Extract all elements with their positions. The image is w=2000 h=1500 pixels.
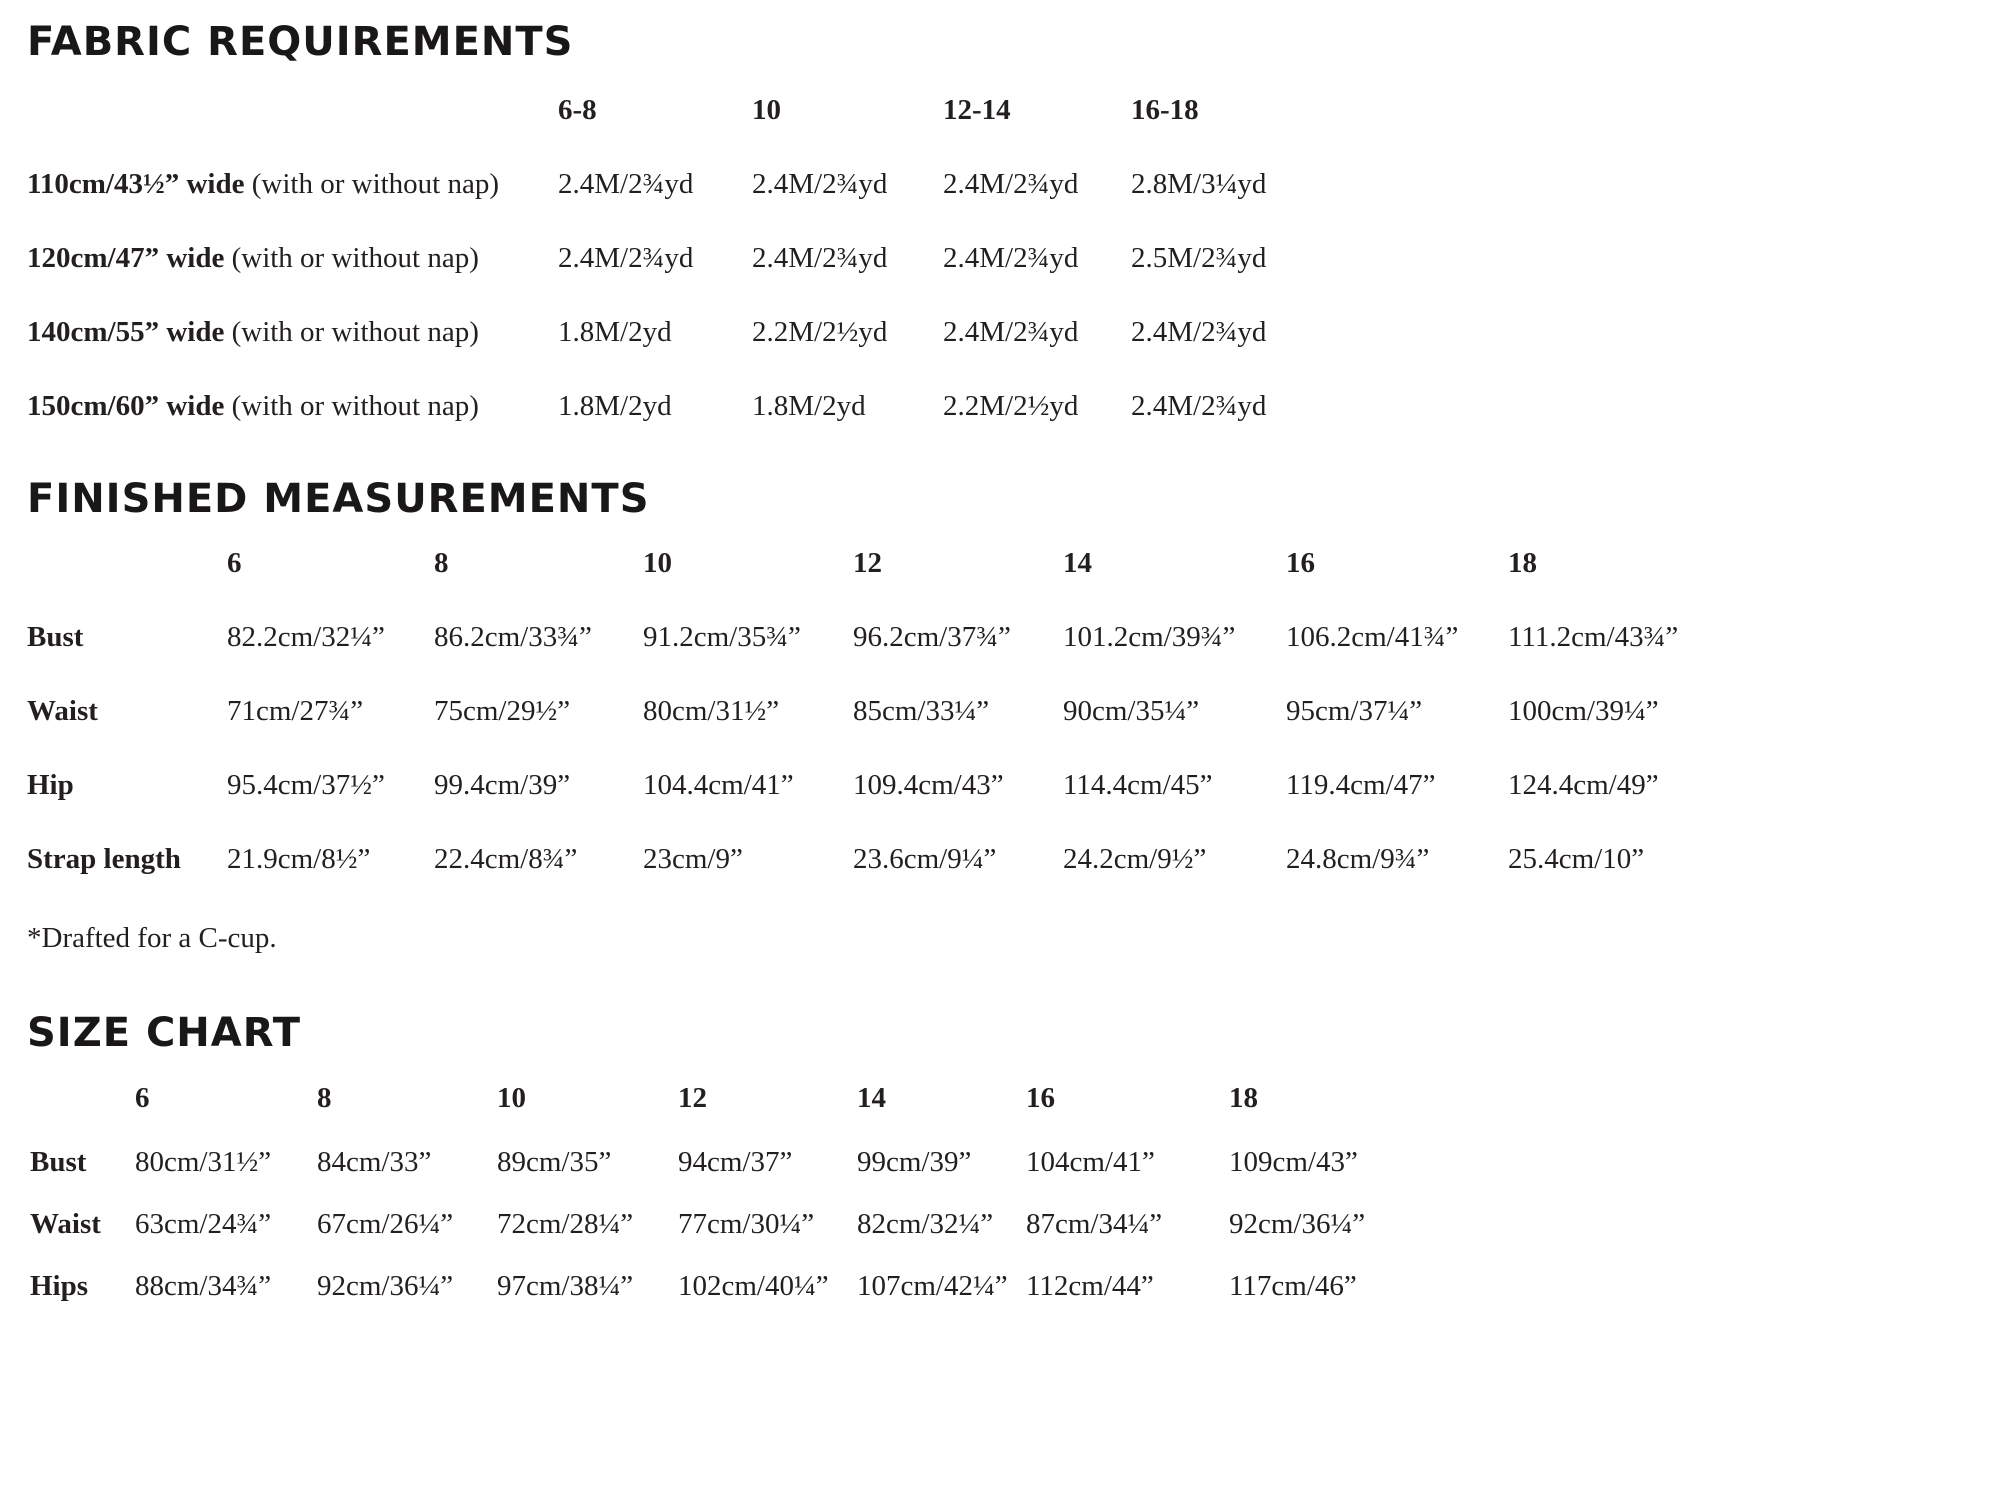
cup-size-footnote: *Drafted for a C-cup. xyxy=(27,922,277,954)
size-cell: 80cm/31½” xyxy=(135,1146,272,1178)
finished-cell: 114.4cm/45” xyxy=(1063,769,1213,801)
fabric-row-label xyxy=(27,244,479,273)
finished-cell: 95.4cm/37½” xyxy=(227,769,385,801)
fabric-row-label xyxy=(27,170,499,199)
fabric-row-label xyxy=(27,318,479,347)
finished-cell: 100cm/39¼” xyxy=(1508,695,1659,727)
size-cell: 104cm/41” xyxy=(1026,1146,1155,1178)
finished-cell: 95cm/37¼” xyxy=(1286,695,1423,727)
size-cell: 94cm/37” xyxy=(678,1146,793,1178)
fabric-cell: 2.4M/2¾yd xyxy=(943,168,1079,200)
size-cell: 63cm/24¾” xyxy=(135,1208,272,1240)
fabric-cell: 2.4M/2¾yd xyxy=(752,242,888,274)
finished-row-label: Strap length xyxy=(27,843,181,875)
finished-row-label: Hip xyxy=(27,769,74,801)
fabric-cell: 2.4M/2¾yd xyxy=(1131,316,1267,348)
finished-cell: 21.9cm/8½” xyxy=(227,843,371,875)
finished-row-label: Waist xyxy=(27,695,98,727)
fabric-nap-note: (with or without nap) xyxy=(224,316,479,348)
fabric-cell: 2.4M/2¾yd xyxy=(943,316,1079,348)
finished-col-header: 14 xyxy=(1063,547,1092,579)
finished-cell: 75cm/29½” xyxy=(434,695,571,727)
size-cell: 112cm/44” xyxy=(1026,1270,1154,1302)
size-cell: 97cm/38¼” xyxy=(497,1270,634,1302)
size-col-header: 8 xyxy=(317,1082,332,1114)
finished-col-header: 16 xyxy=(1286,547,1315,579)
finished-cell: 71cm/27¾” xyxy=(227,695,364,727)
finished-cell: 124.4cm/49” xyxy=(1508,769,1659,801)
size-chart-heading: SIZE CHART xyxy=(27,1010,302,1056)
finished-cell: 96.2cm/37¾” xyxy=(853,621,1011,653)
finished-cell: 104.4cm/41” xyxy=(643,769,794,801)
fabric-cell: 2.2M/2½yd xyxy=(943,390,1079,422)
size-row-label: Waist xyxy=(30,1208,101,1240)
size-cell: 67cm/26¼” xyxy=(317,1208,454,1240)
size-col-header: 16 xyxy=(1026,1082,1055,1114)
finished-cell: 22.4cm/8¾” xyxy=(434,843,578,875)
finished-row-label: Bust xyxy=(27,621,84,653)
fabric-col-header: 12-14 xyxy=(943,94,1011,126)
fabric-cell: 2.4M/2¾yd xyxy=(1131,390,1267,422)
fabric-col-header: 6-8 xyxy=(558,94,597,126)
finished-cell: 109.4cm/43” xyxy=(853,769,1004,801)
finished-col-header: 6 xyxy=(227,547,242,579)
finished-cell: 23cm/9” xyxy=(643,843,743,875)
fabric-cell: 1.8M/2yd xyxy=(558,390,672,422)
finished-cell: 90cm/35¼” xyxy=(1063,695,1200,727)
fabric-col-header: 16-18 xyxy=(1131,94,1199,126)
size-cell: 77cm/30¼” xyxy=(678,1208,815,1240)
size-cell: 84cm/33” xyxy=(317,1146,432,1178)
fabric-row-label xyxy=(27,392,479,421)
fabric-cell: 2.2M/2½yd xyxy=(752,316,888,348)
size-cell: 72cm/28¼” xyxy=(497,1208,634,1240)
finished-cell: 119.4cm/47” xyxy=(1286,769,1436,801)
fabric-cell: 1.8M/2yd xyxy=(558,316,672,348)
fabric-nap-note: (with or without nap) xyxy=(224,390,479,422)
size-cell: 107cm/42¼” xyxy=(857,1270,1008,1302)
finished-cell: 24.2cm/9½” xyxy=(1063,843,1207,875)
size-cell: 89cm/35” xyxy=(497,1146,612,1178)
finished-col-header: 8 xyxy=(434,547,449,579)
size-cell: 117cm/46” xyxy=(1229,1270,1357,1302)
finished-cell: 91.2cm/35¾” xyxy=(643,621,801,653)
finished-cell: 99.4cm/39” xyxy=(434,769,571,801)
size-cell: 92cm/36¼” xyxy=(1229,1208,1366,1240)
finished-cell: 106.2cm/41¾” xyxy=(1286,621,1459,653)
fabric-col-header: 10 xyxy=(752,94,781,126)
finished-cell: 24.8cm/9¾” xyxy=(1286,843,1430,875)
size-cell: 109cm/43” xyxy=(1229,1146,1358,1178)
fabric-width-label: 140cm/55” wide xyxy=(27,316,225,348)
size-row-label: Bust xyxy=(30,1146,87,1178)
finished-col-header: 10 xyxy=(643,547,672,579)
finished-cell: 85cm/33¼” xyxy=(853,695,990,727)
finished-cell: 101.2cm/39¾” xyxy=(1063,621,1236,653)
fabric-requirements-heading: FABRIC REQUIREMENTS xyxy=(27,19,574,65)
size-col-header: 14 xyxy=(857,1082,886,1114)
finished-cell: 25.4cm/10” xyxy=(1508,843,1645,875)
fabric-cell: 2.4M/2¾yd xyxy=(558,168,694,200)
fabric-width-label: 110cm/43½” wide xyxy=(27,168,245,200)
fabric-cell: 2.4M/2¾yd xyxy=(752,168,888,200)
fabric-cell: 2.5M/2¾yd xyxy=(1131,242,1267,274)
fabric-nap-note: (with or without nap) xyxy=(244,168,500,200)
fabric-cell: 2.8M/3¼yd xyxy=(1131,168,1267,200)
size-col-header: 12 xyxy=(678,1082,707,1114)
size-cell: 99cm/39” xyxy=(857,1146,972,1178)
fabric-width-label: 150cm/60” wide xyxy=(27,390,225,422)
finished-cell: 111.2cm/43¾” xyxy=(1508,621,1679,653)
finished-measurements-heading: FINISHED MEASUREMENTS xyxy=(27,476,650,522)
fabric-cell: 1.8M/2yd xyxy=(752,390,866,422)
finished-col-header: 18 xyxy=(1508,547,1537,579)
finished-cell: 80cm/31½” xyxy=(643,695,780,727)
fabric-cell: 2.4M/2¾yd xyxy=(558,242,694,274)
size-col-header: 6 xyxy=(135,1082,150,1114)
size-col-header: 10 xyxy=(497,1082,526,1114)
size-cell: 87cm/34¼” xyxy=(1026,1208,1163,1240)
fabric-width-label: 120cm/47” wide xyxy=(27,242,225,274)
size-row-label: Hips xyxy=(30,1270,89,1302)
finished-cell: 86.2cm/33¾” xyxy=(434,621,592,653)
fabric-cell: 2.4M/2¾yd xyxy=(943,242,1079,274)
size-cell: 88cm/34¾” xyxy=(135,1270,272,1302)
finished-col-header: 12 xyxy=(853,547,882,579)
size-cell: 102cm/40¼” xyxy=(678,1270,829,1302)
finished-cell: 23.6cm/9¼” xyxy=(853,843,997,875)
fabric-nap-note: (with or without nap) xyxy=(224,242,479,274)
size-cell: 92cm/36¼” xyxy=(317,1270,454,1302)
size-cell: 82cm/32¼” xyxy=(857,1208,994,1240)
size-col-header: 18 xyxy=(1229,1082,1258,1114)
finished-cell: 82.2cm/32¼” xyxy=(227,621,385,653)
